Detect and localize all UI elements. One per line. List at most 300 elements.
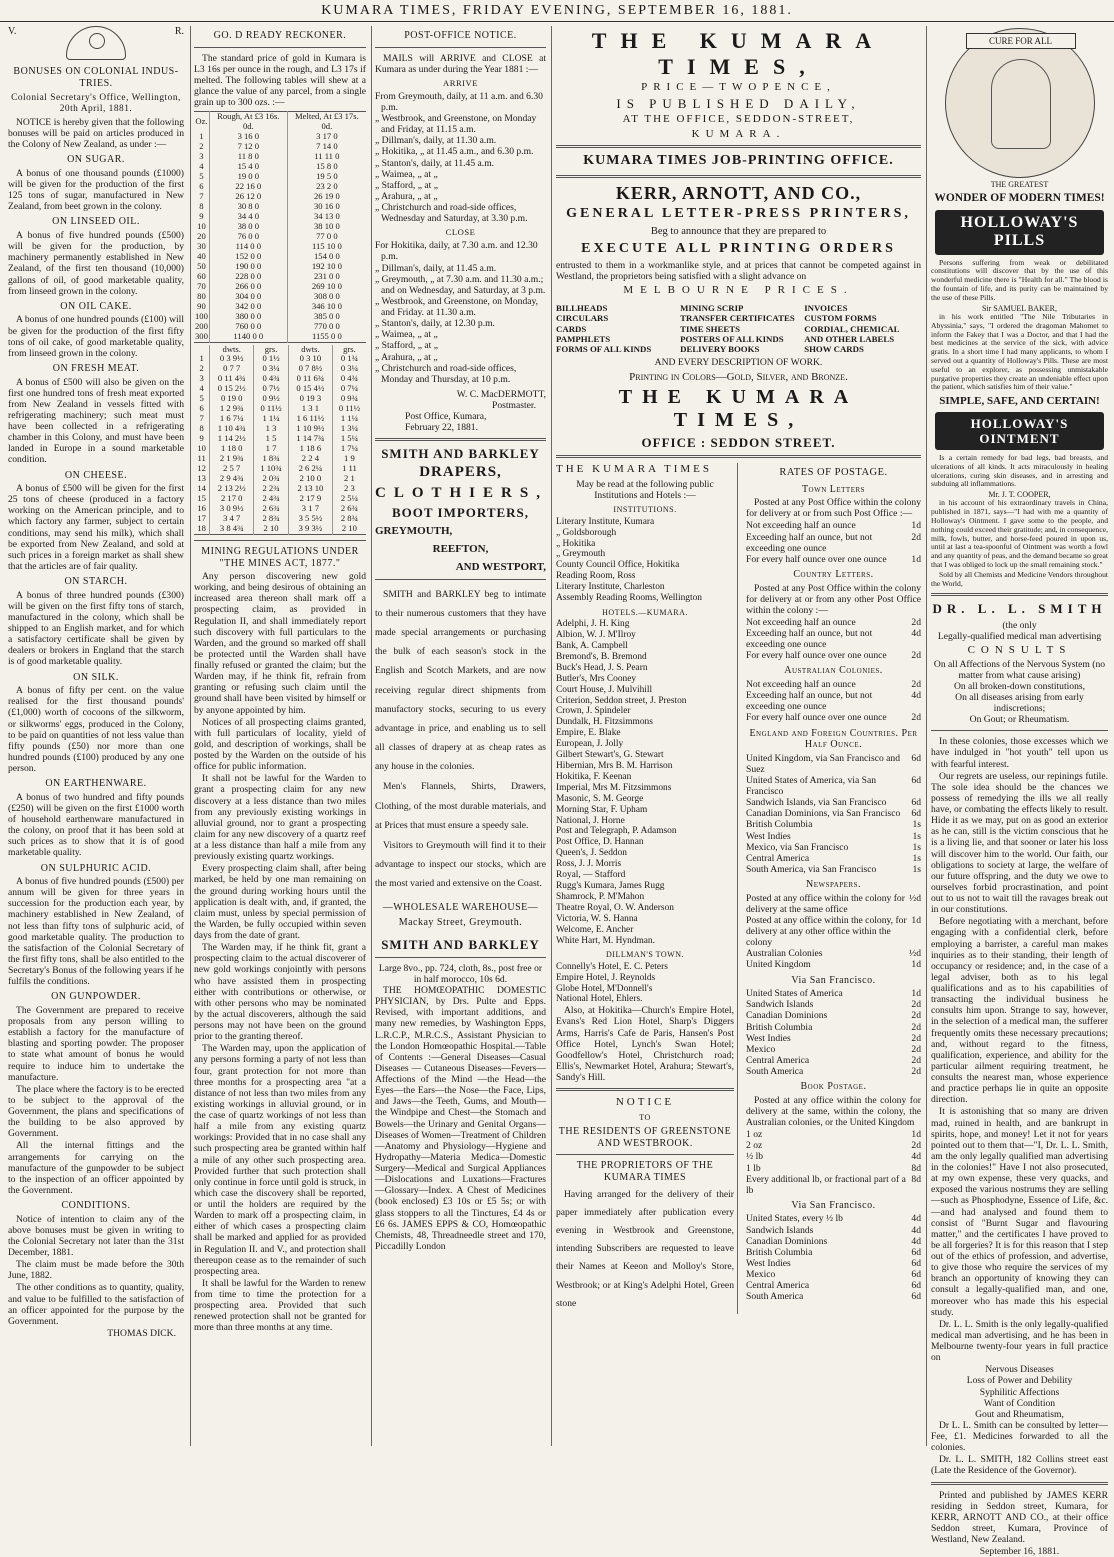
oz-cell: 115 10 0	[287, 242, 366, 252]
rate-row	[746, 1247, 921, 1258]
reckoner-intro: The standard price of gold in Kumara is L3 16s per ounce in the rough, and L3 17s if melted. The following tables will shew at a glance the value of any parcel, from a single grain up to 300 ozs. :—	[194, 52, 366, 109]
dwt-cell: 0 3¼	[254, 364, 289, 374]
rate-label: Posted at any office within the colony, for delivery at any other office within the colony	[746, 914, 907, 949]
dwt-cell: 2 0¾	[254, 474, 289, 484]
book-text: THE HOMŒOPATHIC DOMESTIC PHYSICIAN, by Drs. Pulte and Epps. Revised, with important additions, and many new remedies, by Washington Epps, L.R.C.P., M.R.C.S., Assistant Physician to the London Homœopathic Hospital.—Table of Contents :—General Diseases—Casual Diseases — Cutaneous Diseases—Fevers—Affections of the Mind —the Head—the Eyes—the Ears—the Nose—the Face, Lips, and Jaws—the Teeth, Gums, and Mouth—the Windpipe and Chest—the Stomach and Bowels—the Urinary and Genital Organs—Diseases of Women—Treatment of Children—Anatomy and Physiology—Hygiene and Hydropathy—Materia Medica—Domestic Surgery—Medical and Surgical Appliances —Dislocations and Luxations—Fractures —Glossary—Index. A Chest of Medicines (book enclosed) £3 10s or £5 5s; or with glass stoppers to all the Tinctures, £4 4s or £6 6s. JAMES EPPS & CO, Homœopathic Chemists, 48, Threadneedle street and 170, Piccadilly London	[375, 985, 546, 1252]
dwt-cell: 2 6¾	[332, 504, 366, 514]
rate-value: 6d	[911, 752, 921, 764]
rate-row	[746, 753, 921, 775]
dillmans-hotel: Empire Hotel, J. Reynolds	[556, 972, 656, 983]
via-sf-book-rates	[746, 1213, 921, 1302]
oz-cell: 11 11 0	[287, 152, 366, 162]
bonuses-office: Colonial Secretary's Office, Wellington, 20th April, 1881.	[11, 93, 181, 115]
dwt-cell: 2 1	[332, 474, 366, 484]
dwt-cell: 2 17 0	[210, 494, 254, 504]
mining-para: It shall not be lawful for the Warden to grant a prospecting claim for any new discovery at a less distance than two miles from any previously existing workings in alluvial ground, nor to grant a prospecting claim for any new discovery of a quartz reef at a less distance than half a mile from any previously existing quartz workings.	[194, 773, 366, 863]
dwt-cell: 1 3¼	[332, 424, 366, 434]
close-item: „ Greymouth, „ at 7.30 a.m. and 11.30 a.m.; and on Wednesday, and Saturday, at 3 p.m.	[375, 273, 546, 296]
arrive-item: „ Stanton's, daily, at 11.45 a.m.	[375, 157, 495, 169]
rate-label: Mexico	[746, 1269, 776, 1281]
oz-cell: 304 0 0	[209, 292, 287, 302]
dwt-cell: 2 5 7	[210, 464, 254, 474]
also-hokitika: Also, at Hokitika—Church's Empire Hotel, Evans's Red Lion Hotel, Sharp's Diggers Arms, Harris's Cafe de Paris, Hansen's Post Office Hotel, Lynch's Swan Hotel; Goodfellow's Hotel, Christchurch road; Ellis's, Newmarket Hotel, Arahura; Stewart's, Sandy's Hill.	[556, 1005, 734, 1084]
rate-value: 2d	[911, 616, 921, 628]
dwt-cell: 16	[197, 503, 206, 513]
oz-cell: 10	[197, 220, 206, 231]
dwt-cell: 2	[199, 363, 204, 374]
country-intro: Posted at any Post Office within the colony for delivery at or from any other Post Office within the colony :—	[746, 582, 921, 616]
rate-label: United States of America, via San Francisco	[746, 774, 877, 798]
dr-para: Dr. L. L. Smith is the only legally-qualified medical man advertising, and he has been in Melbourne twenty-four years in full practice on	[931, 1318, 1108, 1364]
column-bonuses	[8, 26, 184, 1446]
oz-cell: 346 10 0	[287, 302, 366, 312]
dwt-cell: 3 4 7	[210, 514, 254, 524]
dwt-cell: 5	[199, 393, 204, 404]
oz-cell: 269 10 0	[287, 282, 366, 292]
royal-arms-icon	[66, 26, 126, 60]
wonder: WONDER OF MODERN TIMES!	[934, 192, 1105, 205]
rate-value: 2d	[911, 1066, 921, 1078]
rate-row	[746, 1055, 921, 1066]
rate-row	[746, 775, 921, 797]
print-item: DELIVERY BOOKS	[680, 343, 760, 354]
oz-cell: 2	[199, 141, 204, 152]
hotel: Butler's, Mrs Cooney	[556, 673, 637, 684]
oz-cell: 8	[199, 200, 204, 211]
hotel: Queen's, J. Seddon	[556, 848, 627, 859]
bonus-text: A bonus of five hundred pounds (£500) will be given for the production, by machinery permanently established in New Zealand, of the first ten thousand (10,000) gallons of oil, of good marketable quality, from linseed grown in the colony.	[8, 230, 184, 297]
oz-row	[194, 222, 366, 232]
job-printing-title: KUMARA TIMES JOB-PRINTING OFFICE.	[583, 153, 894, 169]
firm-trade: GENERAL LETTER-PRESS PRINTERS,	[566, 206, 911, 222]
oz-row	[194, 282, 366, 292]
cooper-text: in his account of his extraordinary travels in China, published in 1871, says—"I had with me a quantity of Holloway's Ointment. I gave some to the people, and nothing could exceed their gratitude; and, in consequence, milk, fowls, butter, and horse-feed poured in upon us, until at last a tea-spoonful of Ointment was worth a fowl and any quantity of peas, and the demand became so great that I was obliged to lock up the small remaining stock."	[931, 498, 1108, 570]
rate-label: Central America	[746, 1280, 810, 1292]
hotels-heading: HOTELS.—KUMARA.	[602, 607, 688, 617]
oz-row	[194, 212, 366, 222]
institution: „ Goldsborough	[556, 527, 617, 538]
rate-value: 8d	[911, 1162, 921, 1174]
dwt-cell: 1 18 0	[210, 444, 254, 454]
oz-cell: 7 14 0	[287, 142, 366, 152]
oz-cell: 231 0 0	[287, 272, 366, 282]
oz-cell: 308 0 0	[287, 292, 366, 302]
rate-value: 4d	[911, 1151, 921, 1163]
rate-value: 4d	[911, 1224, 921, 1236]
print-item: MINING SCRIP	[680, 303, 744, 314]
bonus-text: A bonus of fifty per cent. on the value realised for the first thousand pounds' (£1,000) worth of cocoons of the silkworm, or silkworms' eggs, produced in the Colony, to be paid on quantities of not less value than fifty pounds (£50) nor more than one hundred pounds (£100) produced by any one person.	[8, 685, 184, 775]
print-item-row	[556, 334, 921, 344]
rate-row	[746, 819, 921, 830]
rate-label: Canadian Dominions, via San Francisco	[746, 808, 901, 820]
rate-label: Exceeding half an ounce, but not exceeding one ounce	[746, 690, 873, 713]
rate-label: South America	[746, 1066, 804, 1078]
column-holloway	[926, 26, 1108, 1557]
oz-cell: 3 16 0	[209, 132, 287, 142]
dwt-cell: 1 10 4¾	[210, 424, 254, 434]
melbourne-prices: MELBOURNE PRICES.	[623, 284, 854, 297]
hotel: Crown, J. Spindeler	[556, 706, 631, 717]
firm-execute: EXECUTE ALL PRINTING ORDERS	[581, 240, 896, 256]
oz-cell: 50	[197, 260, 206, 271]
printing-colors: Printing in Colors—Gold, Silver, and Bronze.	[629, 371, 848, 384]
cooper-heading: Mr. J. T. COOPER,	[988, 490, 1051, 500]
dwt-cell: 2 10	[332, 524, 366, 534]
print-item: AND OTHER LABELS	[804, 333, 895, 344]
oz-cell: 200	[195, 320, 208, 331]
hotel: Ross, J. J. Morris	[556, 859, 622, 870]
rate-value: 1d	[911, 1129, 921, 1141]
arrive-item: „ Stafford, „ at „	[375, 179, 438, 191]
rate-row	[746, 1269, 921, 1280]
dwt-cell: 2 10	[254, 524, 289, 534]
rate-value: 4d	[911, 1213, 921, 1225]
dwt-cell: 2 8¾	[254, 514, 289, 524]
rate-label: Not exceeding half an ounce	[746, 679, 856, 691]
oz-cell: 6	[199, 181, 204, 191]
rate-row	[746, 1163, 921, 1174]
oz-cell: 7 12 0	[209, 142, 287, 152]
close-item: „ Stanton's, daily, at 12.30 p.m.	[375, 318, 495, 330]
oz-row	[194, 182, 366, 192]
close-item: „ Westbrook, and Greenstone, on Monday, and Friday. at 11.30 a.m.	[375, 295, 539, 319]
arrive-list	[375, 91, 546, 225]
dillmans-hotel: Connelly's Hotel, E. C. Peters	[556, 961, 668, 972]
oz-row	[194, 142, 366, 152]
postmaster-role: Postmaster.	[492, 400, 536, 412]
column-kumara-times	[551, 26, 921, 1446]
hotels-list	[556, 619, 734, 946]
dwt-cell: 2 6 2¼	[288, 464, 332, 474]
po-date: Post Office, Kumara, February 22, 1881.	[405, 411, 487, 434]
rate-label: Sandwich Islands	[746, 999, 814, 1011]
oz-cell: 1140 0 0	[209, 332, 287, 342]
rate-label: Central America	[746, 852, 810, 864]
dwt-cell: 0 3 10	[288, 354, 332, 364]
rate-label: For every half ounce over one ounce	[746, 712, 887, 724]
print-item: POSTERS OF ALL KINDS	[680, 333, 784, 344]
pills-text: Persons suffering from weak or debilitated constitutions will discover that by the use of this wonderful medicine there is "Health for all." The blood is the fountain of life, and its purity can be maintained by the use of these Pills.	[931, 257, 1108, 302]
oz-cell: 15 4 0	[209, 162, 287, 172]
hotel: Court House, J. Mulvihill	[556, 684, 653, 695]
nervous-item: Nervous Diseases	[985, 1364, 1054, 1376]
rate-value: 2d	[911, 712, 921, 724]
country-rates	[746, 617, 921, 662]
mining-para: Notices of all prospecting claims granted, with full particulars of locality, yield of gold, and description of workings, shall be posted by the Warden on the outside of his office for public information.	[194, 716, 366, 773]
oz-cell: 34 13 0	[287, 212, 366, 222]
rate-row	[746, 554, 921, 565]
dwt-cell: 2 9 4¾	[210, 474, 254, 484]
rate-value: 6d	[911, 797, 921, 809]
sb-clothiers: CLOTHIERS,	[375, 484, 548, 501]
rate-row	[746, 1213, 921, 1224]
rate-row	[746, 853, 921, 864]
oz-cell: 77 0 0	[287, 232, 366, 242]
hotel: Buck's Head, J. S. Pearn	[556, 662, 648, 673]
notice-title: NOTICE	[615, 1096, 675, 1109]
rate-row	[746, 679, 921, 690]
dwt-cell: 3 8 4¾	[210, 524, 254, 534]
bonus-heading: ON STARCH.	[64, 576, 128, 588]
bonus-heading: ON GUNPOWDER.	[51, 991, 141, 1003]
notice-to: TO	[639, 1112, 651, 1122]
oz-cell: 26 19 0	[287, 192, 366, 202]
rate-row	[746, 831, 921, 842]
dr-name: DR. L. L. SMITH	[932, 601, 1107, 617]
sb-body-2: Men's Flannels, Shirts, Drawers, Clothing, of the most durable materials, and at Prices that must ensure a speedy sale.	[375, 781, 546, 831]
oz-cell: 5	[199, 171, 204, 182]
hotel: Shamrock, P. M'Mahon	[556, 891, 645, 902]
kt-office: AT THE OFFICE, SEDDON-STREET,	[622, 112, 855, 125]
dr-consulted: Dr L. L. Smith can be consulted by letter—Fee, £1. Medicines forwarded to all the colonies.	[931, 1419, 1108, 1454]
institution: Reading Room, Ross	[556, 571, 636, 582]
dwt-cell: 1 18 6	[288, 444, 332, 454]
dr-body	[931, 736, 1108, 1363]
bonus-heading: ON OIL CAKE.	[60, 300, 132, 312]
hotel: Criterion, Seddon street, J. Preston	[556, 695, 687, 706]
dwt-cell: 0 7 8½	[288, 364, 332, 374]
close-item: „ Waimea, „ at „	[375, 329, 438, 341]
newspapers-heading: Newspapers.	[805, 879, 862, 891]
rate-row	[746, 959, 921, 970]
kt-published: IS PUBLISHED DAILY,	[616, 95, 861, 111]
rate-value: 6d	[911, 1246, 921, 1258]
rate-value: 6d	[911, 1269, 921, 1281]
dwt-cell: 3 9 3½	[288, 524, 332, 534]
hotel: Albion, W. J. M'Ilroy	[556, 630, 636, 641]
oz-cell: 20	[197, 230, 206, 241]
sb-boot: BOOT IMPORTERS,	[391, 505, 530, 521]
arrive-item: „ Christchurch and road-side offices, Wednesday and Saturday, at 3.30 p.m.	[375, 202, 528, 225]
dwt-cell: 1 8¾	[254, 454, 289, 464]
every-description: AND EVERY DESCRIPTION OF WORK.	[654, 357, 823, 369]
dwt-cell: 0 11½	[254, 404, 289, 414]
rate-value: 1s	[912, 841, 921, 853]
rate-value: ½d	[909, 892, 921, 904]
oz-cell: 70	[197, 280, 206, 291]
rate-row	[746, 690, 921, 712]
rate-row	[746, 988, 921, 999]
condition-3: The other conditions as to quantity, quality, and value to be fulfilled to the satisfaction of an officer appointed for the purpose by the Government.	[8, 1282, 184, 1327]
australian-heading: Australian Colonies.	[784, 665, 883, 677]
dwt-cell: 12	[197, 463, 206, 474]
dwt-cell: 2 5¼	[332, 494, 366, 504]
hotel: Empire, E. Blake	[556, 728, 621, 739]
bonus-text: A bonus of two hundred and fifty pounds (£250) will be given on the first £1000 worth of household earthenware manufactured in the colony, on proof that it has been sold at such prices as to show that it is of good marketable quality.	[8, 791, 184, 859]
hotel: Hibernian, Mrs B. M. Harrison	[556, 761, 673, 772]
dwt-cell: 8	[199, 423, 204, 434]
oz-cell: 90	[197, 300, 206, 311]
dwt-cell: 2 8¾	[332, 514, 366, 524]
rate-label: For every half ounce over one ounce	[746, 650, 887, 662]
print-item: CIRCULARS	[556, 313, 609, 324]
rate-value: 6d	[911, 1291, 921, 1303]
dwt-cell: 0 3¼	[332, 364, 366, 374]
dwt-cell: 0 11 4¾	[210, 374, 254, 384]
dwt-cell: 0 15 4½	[288, 384, 332, 394]
rate-row	[746, 1129, 921, 1140]
rate-row	[746, 650, 921, 661]
rate-label: British Columbia	[746, 1021, 813, 1033]
oz-cell: 40	[197, 250, 206, 261]
oz-cell: 80	[197, 290, 206, 301]
oz-cell: 60	[197, 270, 206, 281]
dwt-cell: 1 6 11½	[288, 414, 332, 424]
rate-label: Posted at any office within the colony for delivery at the same office	[746, 892, 905, 915]
dwt-cell: 2 13 10	[288, 484, 332, 494]
rate-value: 2d	[911, 1140, 921, 1152]
rate-label: Not exceeding half an ounce	[746, 520, 856, 532]
close-list	[375, 240, 546, 385]
dwt-cell: 0 1¾	[332, 354, 366, 364]
dwt-cell: 1 10 9½	[288, 424, 332, 434]
oz-header: Oz.	[195, 116, 208, 127]
bonus-text: A bonus of three hundred pounds (£300) will be given on the first fifty tons of starch, manufactured in the colony, which shall be shipped to an English market, and for which a satisfactory certificate shall be given by dealers or brokers in England that the starch is of good marketable quality.	[8, 589, 184, 668]
oz-cell: 228 0 0	[209, 272, 287, 282]
rate-value: 1d	[911, 914, 921, 926]
bonus-heading: ON SUGAR.	[67, 154, 125, 166]
print-item: CUSTOM FORMS	[804, 313, 877, 324]
rate-value: 2d	[911, 531, 921, 543]
dwt-cell: 0 3 9½	[210, 354, 254, 364]
oz-cell: 19 5 0	[287, 172, 366, 182]
sb-name-2: SMITH AND BARKLEY	[381, 936, 540, 952]
reading-list	[556, 463, 738, 1314]
print-item: TRANSFER CERTIFICATES	[680, 313, 795, 324]
sb-warehouse: —WHOLESALE WAREHOUSE—	[382, 901, 539, 913]
oz-cell: 34 4 0	[209, 212, 287, 222]
gunpowder-para-2: The place where the factory is to be erected to be subject to the approval of the Government, the plans and specifications of the building to be also approved by Government.	[8, 1083, 184, 1140]
hotel: Royal, — Stafford	[556, 870, 626, 881]
rate-label: West Indies	[746, 830, 791, 842]
ointment-text: Is a certain remedy for bad legs, bad breasts, and ulcerations of all kinds. It acts miraculously in healing ulcerations, curing skin diseases, and in arresting and subduing all inflammations.	[931, 453, 1108, 489]
hotel: Theatre Royal, O. W. Anderson	[556, 902, 674, 913]
rate-value: 1s	[912, 852, 921, 864]
print-item: INVOICES	[804, 303, 848, 314]
rate-row	[746, 1044, 921, 1055]
kt-price: PRICE—TWOPENCE,	[641, 81, 836, 94]
oz-row	[194, 312, 366, 322]
hotel: Bank, A. Campbell	[556, 641, 628, 652]
mining-para: The Warden may, if he think fit, grant a prospecting claim to the actual discoverer of new gold workings conjointly with persons who have assisted them in prospecting either with contributions or otherwise, or with other persons who may be nominated by the actual discoverers, although the said persons may not have been on the ground prior to the granting thereof.	[194, 942, 366, 1043]
oz-cell: 100	[195, 310, 208, 321]
rate-row	[746, 712, 921, 723]
rate-value: 1s	[912, 819, 921, 831]
oz-cell: 26 12 0	[209, 192, 287, 202]
australian-rates	[746, 679, 921, 724]
newspaper-rates	[746, 893, 921, 971]
dwts-header: dwts.	[210, 345, 254, 355]
po-title: POST-OFFICE NOTICE.	[404, 30, 517, 41]
rate-value: 2d	[911, 1010, 921, 1022]
nervous-item: Gout and Rheumatism,	[975, 1408, 1064, 1420]
dwt-cell: 3 1 7	[288, 504, 332, 514]
dwt-cell: 0 11 6¾	[288, 374, 332, 384]
oz-cell: 15 8 0	[287, 162, 366, 172]
mining-para: Every prospecting claim shall, after being marked, be held by one man remaining on the ground during working hours until the application is dealt with, and, if granted, the claim must, unless by special permission of the Warden, be fully occupied within seven days from the date of grant.	[194, 863, 366, 942]
cure-banner: CURE FOR ALL	[966, 33, 1076, 49]
rate-row	[746, 1022, 921, 1033]
bonuses-title: BONUSES ON COLONIAL INDUS-TRIES.	[13, 66, 179, 89]
kt-town: KUMARA.	[691, 127, 786, 140]
sb-address: Mackay Street, Greymouth.	[398, 917, 523, 929]
rate-value: 6d	[911, 808, 921, 820]
conditions-heading: CONDITIONS.	[61, 1200, 131, 1212]
dwt-cell: 10	[197, 443, 206, 454]
rate-value: 4d	[911, 690, 921, 702]
print-item: SHOW CARDS	[804, 343, 864, 354]
vr-left: V.	[8, 26, 17, 37]
bonus-heading: ON FRESH MEAT.	[52, 362, 140, 374]
dwt-cell: 6	[199, 403, 204, 414]
dr-para: Our regrets are useless, our repinings futile. The sole idea should be the chances we possess of remedying the ills we all really have, or combating the effects likely to result. Hide it as we may, put on as good an exterior as he can, still is the victim conscious that he is a living lie, and that sooner or later his loss will discover him to the world. Our faith, our obligations to society at large, the welfare of our future offspring, and the duty we owe to ourselves forbid procrastination, and point out to us not to wait till the ravages break out in our constitutions.	[931, 770, 1108, 916]
rate-row	[746, 1066, 921, 1077]
hotel: Hokitika, F. Keenan	[556, 771, 632, 782]
dillmans-list	[556, 962, 734, 1006]
dillmans-hotel: National Hotel, Ehlers.	[556, 994, 643, 1005]
print-item: PAMPHLETS	[556, 333, 611, 344]
bonus-text: A bonus of £500 will also be given on the first one hundred tons of fresh meat exported from New Zealand in vessels fitted with refrigerating machinery; such meat must have been collected in a refrigerating chamber in this Colony, and must have been landed in Europe in a sound marketable condition.	[8, 376, 184, 466]
england-heading: England and Foreign Countries. Per Half Ounce.	[749, 727, 918, 751]
institution: „ Greymouth	[556, 549, 606, 560]
dwt-cell: 0 1½	[254, 354, 289, 364]
rate-row	[746, 1258, 921, 1269]
rate-label: Exceeding half an ounce, but not exceeding one ounce	[746, 531, 873, 554]
oz-cell: 76 0 0	[209, 232, 287, 242]
postage-rates	[743, 463, 921, 1314]
dwt-cell: 1 1¼	[332, 414, 366, 424]
rate-value: 6d	[911, 774, 921, 786]
reckoner-title: GO. D READY RECKONER.	[213, 30, 347, 41]
oz-cell: 22 16 0	[209, 182, 287, 192]
dwts-table	[194, 345, 366, 535]
rate-row	[746, 915, 921, 948]
masthead: KUMARA TIMES, FRIDAY EVENING, SEPTEMBER 16, 1881.	[0, 0, 1114, 22]
dwt-cell: 2 6¾	[254, 504, 289, 514]
greatest: THE GREATEST	[990, 180, 1049, 189]
via-sf-heading: Via San Francisco.	[791, 974, 876, 986]
vr-right: R.	[174, 26, 184, 37]
via-sf-heading-2: Via San Francisco.	[791, 1199, 876, 1211]
dwt-cell: 2 4¾	[254, 494, 289, 504]
bonus-heading: ON LINSEED OIL.	[52, 216, 140, 228]
dwt-cell: 13	[197, 473, 206, 484]
rate-row	[746, 520, 921, 531]
institution: County Council Office, Hokitika	[556, 560, 680, 571]
dr-para: In these colonies, those excesses which we have indulged in "hot youth" tell upon us with fearful interest.	[931, 736, 1108, 770]
nervous-item: Syphilitic Affections	[979, 1386, 1060, 1398]
rate-row	[746, 893, 921, 915]
rate-row	[746, 1291, 921, 1302]
rate-row	[746, 532, 921, 554]
dwt-cell: 1 14 7¾	[288, 434, 332, 444]
rate-label: Canadian Dominions	[746, 1010, 828, 1022]
rate-label: Mexico, via San Francisco	[746, 841, 849, 853]
oz-row	[194, 132, 366, 142]
hotel: Rugg's Kumara, James Rugg	[556, 880, 665, 891]
hotel: Adelphi, J. H. King	[556, 619, 630, 630]
print-item-row	[556, 303, 921, 313]
dr-affections: On all Affections of the Nervous System (no matter from what cause arising)	[933, 658, 1106, 681]
england-rates	[746, 753, 921, 875]
rate-value: 1d	[911, 988, 921, 1000]
oz-row	[194, 192, 366, 202]
hotel: Masonic, S. M. George	[556, 793, 644, 804]
dwt-cell: 3	[199, 373, 204, 384]
close-item: For Hokitika, daily, at 7.30 a.m. and 12.30 p.m.	[375, 240, 538, 263]
rate-row	[746, 948, 921, 959]
dwt-cell: 18	[197, 522, 206, 533]
